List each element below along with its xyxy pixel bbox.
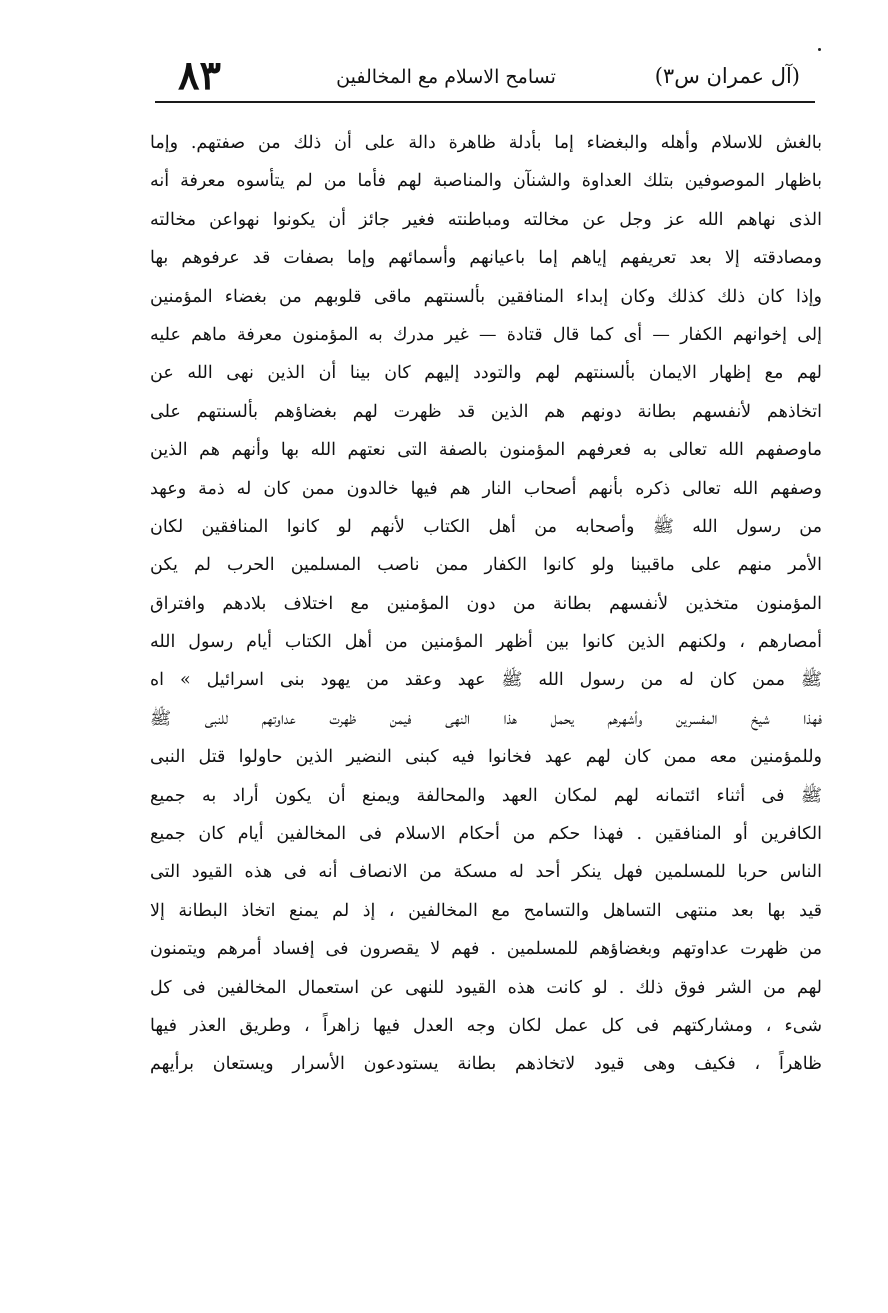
text-line: الأمر منهم على ماقبينا ولو كانوا الكفار ممن ناصب المسلمين الحرب لم يكن xyxy=(150,555,822,576)
text-line: من ظهرت عداوتهم وبغضاؤهم للمسلمين . فهم لا يقصرون فى إفساد أمرهم ويتمنون xyxy=(150,939,822,960)
header-divider xyxy=(155,101,815,103)
text-line: وإذا كان ذلك كذلك وكان إبداء المنافقين بألسنتهم ماقى قلوبهم من بغضاء المؤمنين xyxy=(150,286,822,307)
text-line: من رسول الله ﷺ وأصحابه من أهل الكتاب لأنهم لو كانوا المنافقين لكان xyxy=(150,516,822,537)
text-line: وصفهم الله تعالى ذكره بأنهم أصحاب النار هم فيها خالدون ممن كان له ذمة وعهد xyxy=(150,478,822,499)
text-line: الذى نهاهم الله عز وجل عن مخالته ومباطنته فغير جائز أن يكونوا نهواعن مخالته xyxy=(150,209,822,230)
text-line: ماوصفهم الله تعالى به فعرفهم المؤمنون بالصفة التى نعتهم الله بها وأنهم هم الذين xyxy=(150,440,822,461)
surah-reference: (آل عمران س٣) xyxy=(654,64,800,88)
text-line: اتخاذهم لأنفسهم بطانة دونهم هم الذين قد ظهرت لهم بغضاؤهم بألسنتهم على xyxy=(150,401,822,422)
text-line: الكافرين أو المنافقين . فهذا حكم من أحكام الاسلام فى المخالفين أيام كان جميع xyxy=(150,824,822,845)
text-line: لهم من الشر فوق ذلك . لو كانت هذه القيود للنهى عن استعمال المخالفين فى كل xyxy=(150,977,822,998)
text-line: المؤمنون متخذين لأنفسهم بطانة من دون المؤمنين مع اختلاف بلادهم وافتراق xyxy=(150,593,822,614)
body-text xyxy=(150,124,822,1084)
page-number: ٨٣ xyxy=(178,52,221,99)
text-line: ومصادقته إلا بعد تعريفهم إياهم إما باعيانهم وأسمائهم وإما بصفات قد عرفوهم بها xyxy=(150,248,822,269)
text-line: ﷺ فى أثناء ائتمانه لهم لمكان العهد والمحالفة ويمنع أن يكون أراد به جميع xyxy=(150,785,822,806)
running-title: تسامح الاسلام مع المخالفين xyxy=(336,66,556,88)
text-line: فهذا شيخ المفسرين وأشهرهم يحمل هذا النهى فيمن ظهرت عداوتهم للنبى ﷺ xyxy=(150,708,822,729)
text-line: وللمؤمنين معه ممن كان لهم عهد فخانوا فيه كبنى النضير الذين حاولوا قتل النبى xyxy=(150,747,822,768)
text-line: الناس حربا للمسلمين فهل ينكر أحد له مسكة من الانصاف أنه فى هذه القيود التى xyxy=(150,862,822,883)
text-line: ظاهراً ، فكيف وهى قيود لاتخاذهم بطانة يستودعون الأسرار ويستعان برأيهم xyxy=(150,1054,822,1075)
text-line: قيد بها بعد منتهى التساهل والتسامح مع المخالفين ، إذ لم يمنع اتخاذ البطانة إلا xyxy=(150,900,822,921)
text-line: أمصارهم ، ولكنهم الذين كانوا بين أظهر المؤمنين من أهل الكتاب أيام رسول الله xyxy=(150,632,822,653)
text-line: شىء ، ومشاركتهم فى كل عمل لكان وجه العدل فيها زاهراً ، وطريق العذر فيها xyxy=(150,1015,822,1036)
printing-speck xyxy=(818,48,821,51)
text-line: ﷺ ممن كان له من رسول الله ﷺ عهد وعقد من يهود بنى اسرائيل » اه xyxy=(150,670,822,691)
text-line: باظهار الموصوفين بتلك العداوة والشنآن والمناصبة لهم فأما من لم يتأسوه معرفة أنه xyxy=(150,171,822,192)
text-line: إلى إخوانهم الكفار — أى كما قال قتادة — غير مدرك به المؤمنون معرفة ماهم عليه xyxy=(150,324,822,345)
text-line: لهم مع إظهار الايمان بألسنتهم لهم والتودد إليهم كان بينا أن الذين نهى الله عن xyxy=(150,363,822,384)
text-line: بالغش للاسلام وأهله والبغضاء إما بأدلة ظاهرة دالة على أن ذلك من صفتهم. وإما xyxy=(150,133,822,153)
